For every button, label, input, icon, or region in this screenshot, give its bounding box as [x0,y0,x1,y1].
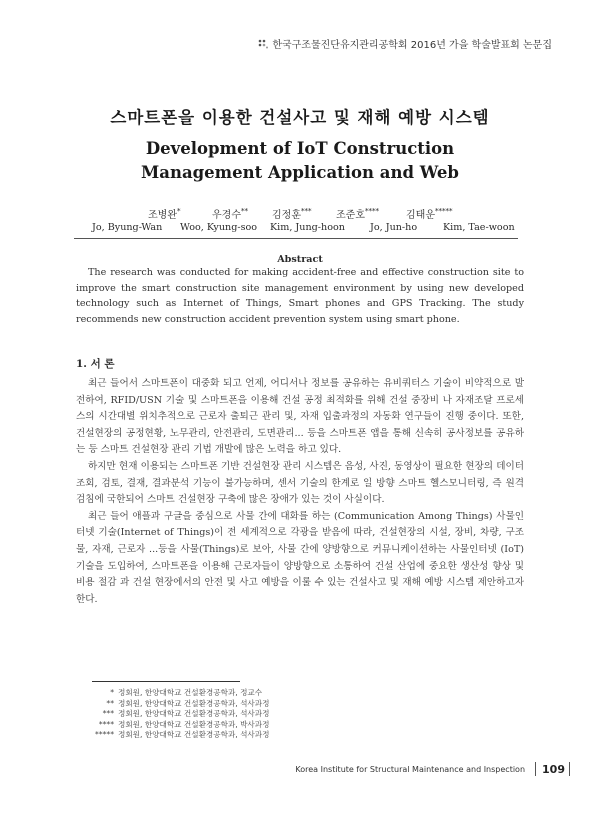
footnote [76,699,269,710]
header-text: 한국구조물진단유지관리공학회 2016년 가을 학술발표회 논문집 [272,40,552,51]
footnote [76,720,269,731]
footnote-text: 정회원, 한양대학교 건설환경공학과, 정교수 [118,688,263,697]
footnote-text: 정회원, 한양대학교 건설환경공학과, 박사과정 [118,719,270,729]
body-paragraph: 최근 들어서 스마트폰이 대중화 되고 언제, 어디서나 정보를 공유하는 유비쿼터스 기술이 비약적으로 발전하여, RFID/USN 기술 및 스마트폰을 이용해 건설 공정 최적화를 위해 건설 중장비 나 자재조달 프로세스의 시간대별 위치추적으로 근로자 출퇴근 관리 및, 자재 입출과정의 자동화 연구들이 진행 중이다. 또한, 건설현장의 공정현황, 노무관리, 안전관리, 도면관리... 등을 스마트폰 앱을 통해 신속히 공사정보를 공유하는 등 스마트 건설현장 관리 기법 개발에 많은 노력을 하고 있다. [76,378,524,456]
footnote-mark: ***** [95,730,114,739]
footnote [76,688,269,699]
footnote [76,709,269,720]
footnote-mark: *** [102,709,114,718]
abstract-heading: Abstract [277,254,323,265]
page-number: 109 [542,762,565,776]
footnote-text: 정회원, 한양대학교 건설환경공학과, 석사과정 [118,698,270,708]
author-name-ko: 조병완* [148,207,181,221]
footnotes [76,688,269,741]
footnote-text: 정회원, 한양대학교 건설환경공학과, 석사과정 [118,730,270,739]
title-english: Development of IoT Construction Management Application and Web [141,139,459,182]
footer-bar [569,762,570,776]
abstract-text: The research was conducted for making accident-free and effective construction site to improve the smart construction site management environment by using new developed technology such as Internet of Things, Smart phones and GPS Tracking. The study recommends new construction accident prevention system using smart phone. [76,267,524,325]
title-korean: 스마트폰을 이용한 건설사고 및 재해 예방 시스템 [110,108,490,127]
footnote-mark: **** [98,719,114,729]
body-text [76,376,524,608]
author-name-en: Woo, Kyung-soo [180,222,258,233]
decorative-dots-icon [258,39,268,49]
author-name-ko: 우경수** [212,207,248,221]
footer-separator [535,762,536,776]
author-name-en: Kim, Tae-woon [443,222,515,233]
section-heading: 1. 서 론 [76,358,115,370]
footer-journal: Korea Institute for Structural Maintenance and Inspection [295,764,526,774]
footnote-divider [92,681,240,682]
author-name-en: Jo, Jun-ho [370,222,418,233]
author-name-en: Kim, Jung-hoon [270,222,345,233]
title-divider [74,238,518,239]
running-header [258,36,552,51]
body-paragraph: 최근 들어 애플과 구글을 중심으로 사물 간에 대화를 하는 (Communication Among Things) 사물인터넷 기술(Internet of Things)이 전 세계적으로 각광을 받음에 따라, 건설현장의 시설, 장비, 차량, 구조물, 자재, 근로자 ...등을 사물(Things)로 보아, 사물 간에 양방향으로 커뮤니케이션하는 사물인터넷 (IoT)기술을 도입하여, 스마트폰을 이용해 근로자들이 양방향으로 소통하여 건설 산업에 중요한 생산성 향상 및 비용 절감 과 건설 현장에서의 안전 및 사고 예방을 이룰 수 있는 건설사고 및 재해 예방 시스템 제안하고자한다. [76,510,524,605]
footnote-mark: * [110,688,114,697]
body-paragraph: 하지만 현재 이용되는 스마트폰 기반 건설현장 관리 시스템은 음성, 사진, 동영상이 필요한 현장의 데이터 조회, 검토, 결재, 결과분석 기능이 불가능하며, 센서 기술의 한계로 일 방향 스마트 헬스모니터링, 즉 원격 검침에 국한되어 스마트 건설현장 구축에 많은 장애가 있는 것이 사실이다. [76,460,524,506]
page-footer [295,762,570,776]
author-name-ko: 김정훈*** [272,207,312,221]
author-name-ko: 조준호**** [336,207,379,221]
author-name-en: Jo, Byung-Wan [92,222,163,233]
footnote-text: 정회원, 한양대학교 건설환경공학과, 석사과정 [118,709,270,718]
footnote-mark: ** [106,698,114,708]
footnote [76,730,269,741]
author-name-ko: 김태운***** [406,207,453,221]
